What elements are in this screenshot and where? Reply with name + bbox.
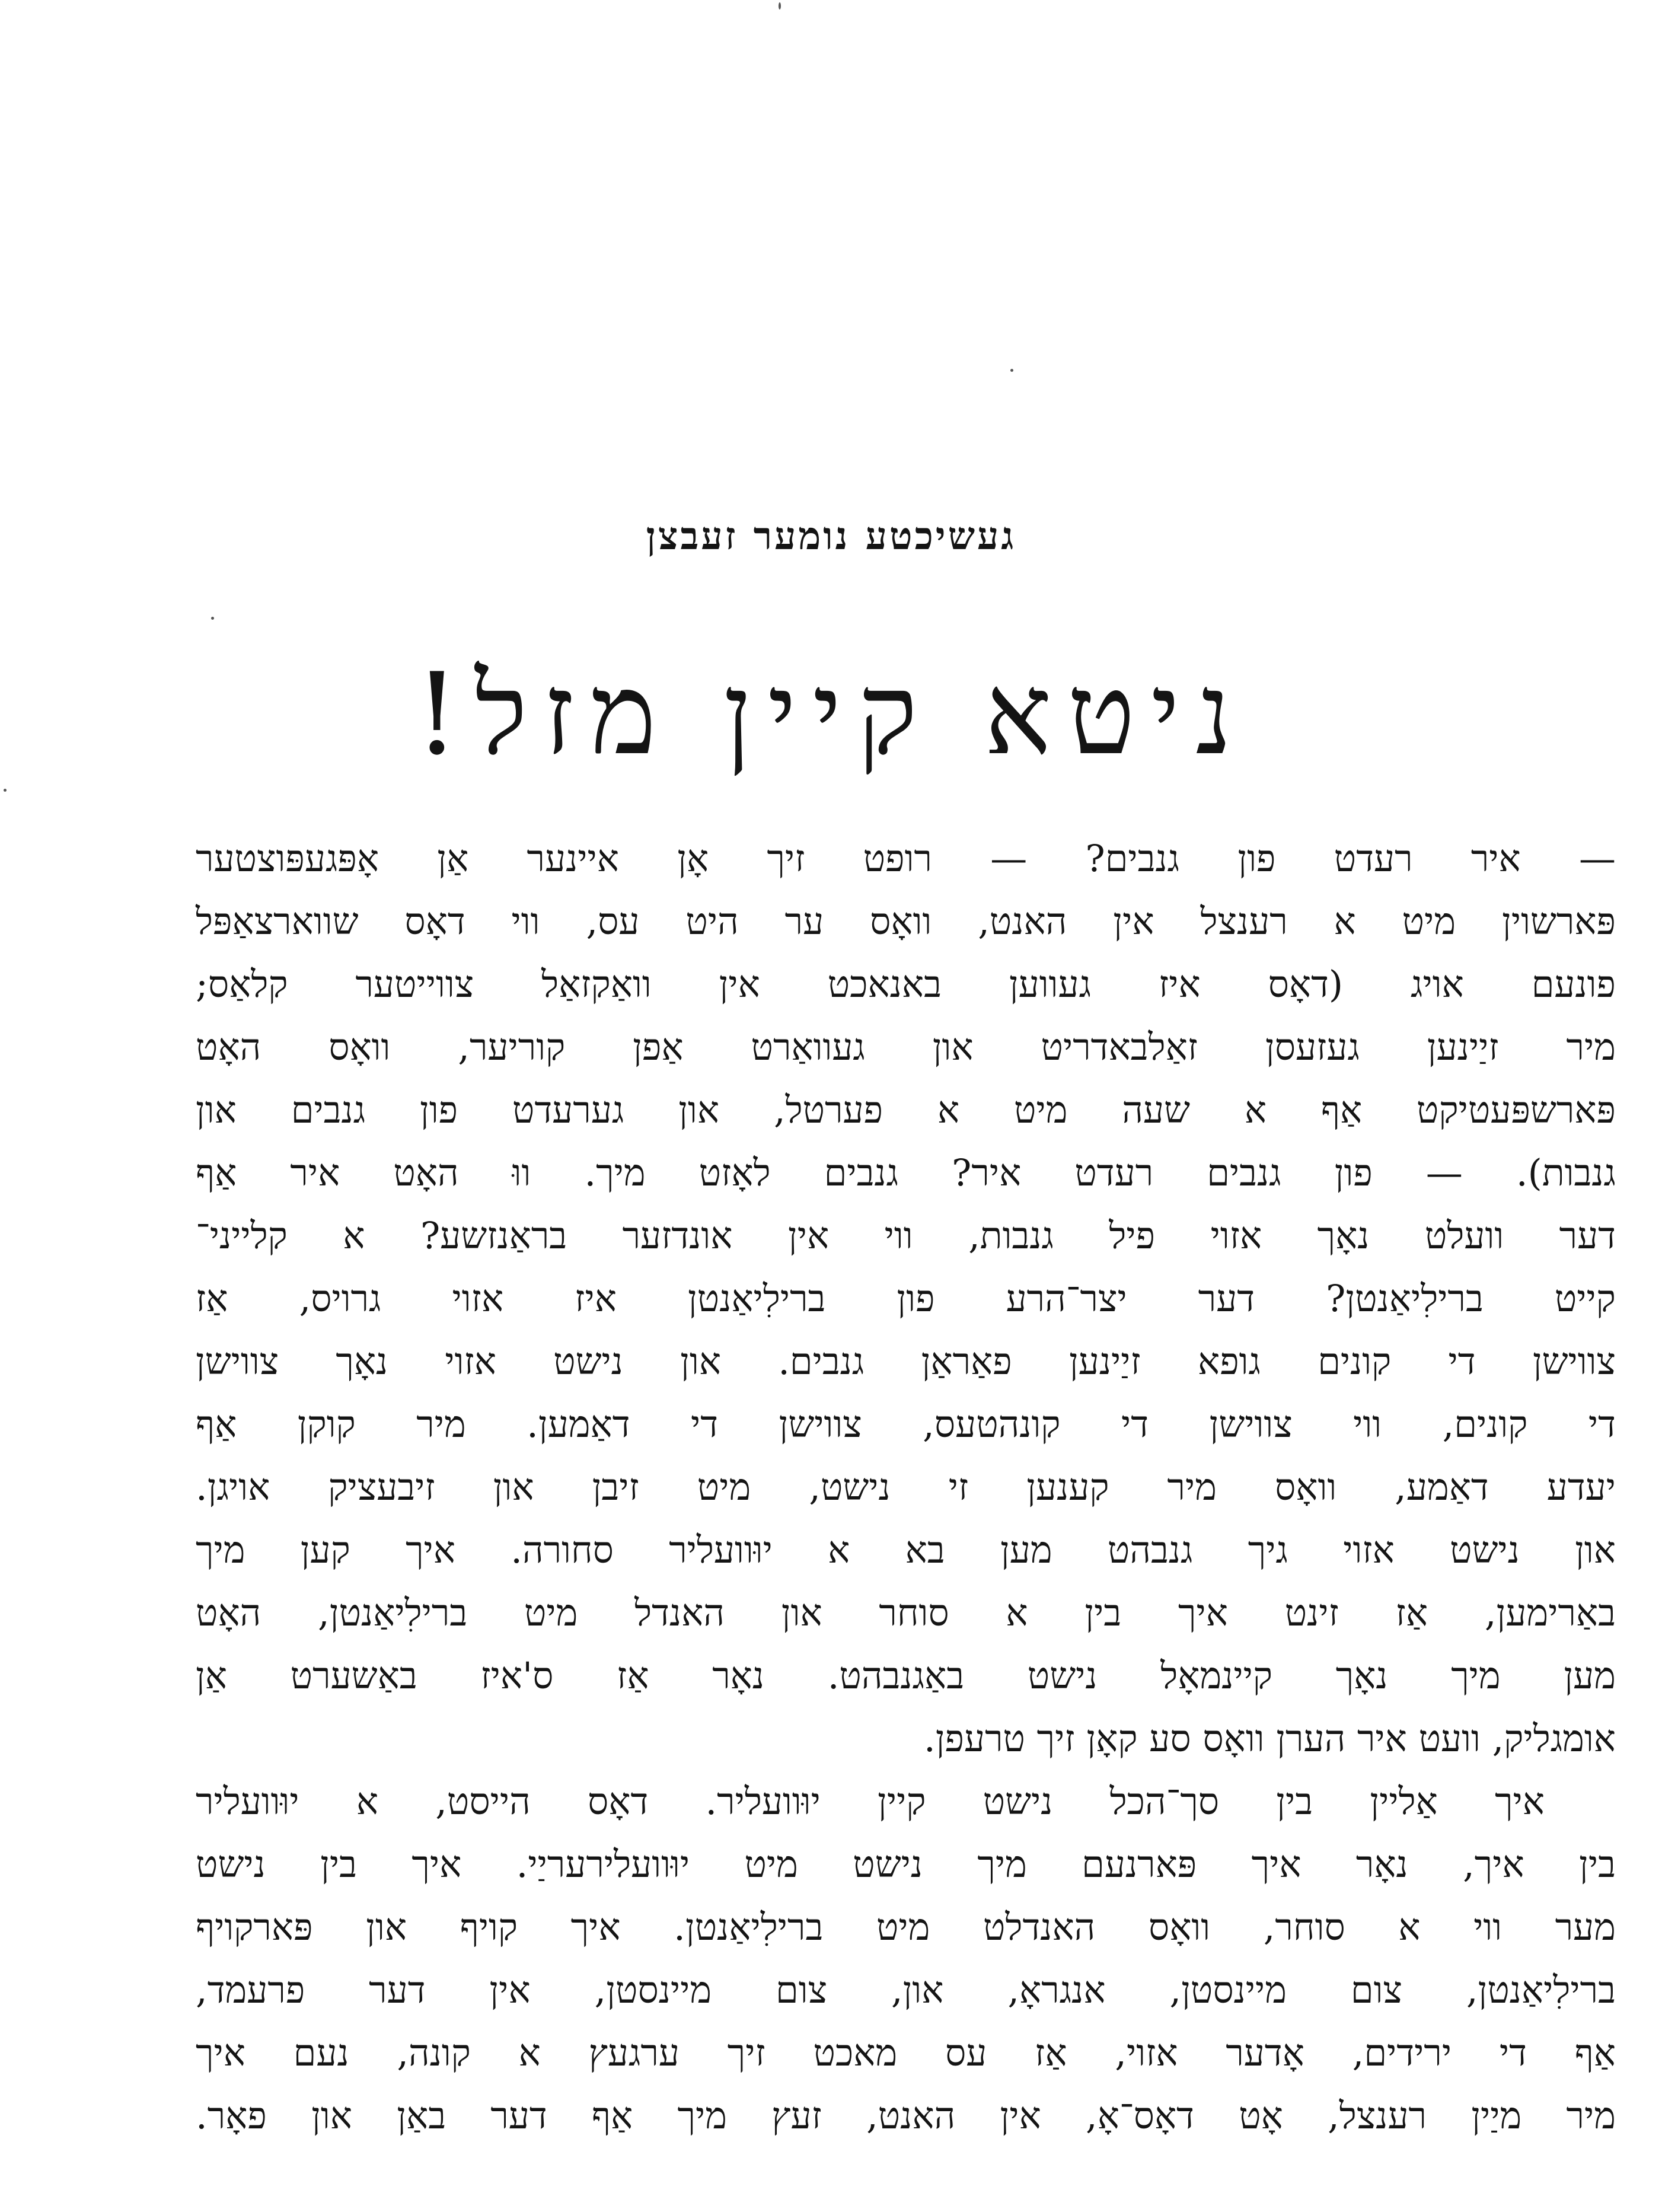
text-line: גנבות). — פון גנבים רעדט איר? גנבים לאָזט מיך. ווּ האָט איר אַף [196,1151,1616,1194]
ink-speck [211,617,214,620]
text-line: איך אַליין בין סך־הכל נישט קיין יוּוועליר. דאָס הייסט, א יוּוועליר [196,1780,1545,1823]
text-line: פּארשפּעטיקט אַף א שעה מיט א פערטל, און גערעדט פון גנבים און [196,1088,1616,1132]
story-body [196,827,1616,2147]
text-line: די קונים, ווי צווישן די קונהטעס, צווישן די דאַמען. מיר קוקן אַף [196,1403,1616,1446]
text-line: — איר רעדט פון גנבים? — רופט זיך אָן איינער אַן אָפּגעפּוצטער [196,837,1616,880]
text-line: און נישט אזוי גיך גנבהט מען בא א יוּוועליר סחורה. איך קען מיך [196,1528,1616,1572]
text-line: מיר מיַין רענצל, אָט דאָס־אָ, אין האנט, זעץ מיך אַף דער באַן און פאָר. [196,2094,1616,2137]
paragraph-2 [196,1770,1616,2147]
text-line: דער וועלט נאָך אזוי פיל גנבות, ווי אין אונדזער בראַנזשע? א קלייני־ [196,1214,1616,1257]
text-line: פּארשוין מיט א רענצל אין האנט, וואָס ער היט עס, ווי דאָס שווארצאַפּל [196,900,1616,943]
ink-speck [779,2,781,9]
story-title: ניטא קיין מזל! [414,649,1248,780]
text-line: מען מיך נאָך קיינמאָל נישט באַגנבהט. נאָר אַז ס'איז באַשערט אַן [196,1654,1616,1697]
text-line: ברילִיאַנטן, צום מיינסטן, אנגראָ, און, צום מיינסטן, אין דער פרעמד, [196,1968,1616,2012]
ink-speck [4,789,7,792]
story-number-heading: געשיכטע נומער זעבצן [646,514,1016,559]
text-line: מיר זיַינען געזעסן זאַלבאדריט און געוואַרט אַפן קוריער, וואָס האָט [196,1025,1616,1069]
text-line: קייט ברילִיאַנטן? דער יצר־הרע פון ברילִיאַנטן איז אזוי גרויס, אַז [196,1277,1616,1320]
text-line: אַף די ירידים, אָדער אזוי, אַז עס מאכט זיך ערגעץ א קונה, נעם איך [196,2031,1616,2074]
text-line: אומגליק, וועט איר הערן וואָס סע קאָן זיך טרעפן. [923,1717,1616,1760]
text-line: צווישן די קונים גופא זיַינען פאַראַן גנבים. און נישט אזוי נאָך צווישן [196,1340,1616,1383]
text-line: פונעם אויג (דאָס איז געווען באנאכט אין וואַקזאַל צווייטער קלאַס; [196,962,1616,1006]
paragraph-1 [196,827,1616,1770]
text-line: באַרימען, אַז זינט איך בין א סוחר און האנדל מיט ברילִיאַנטן, האָט [196,1591,1616,1634]
text-line: יעדע דאַמע, וואָס מיר קענען זי נישט, מיט זיבן און זיבעציק אויגן. [196,1465,1616,1509]
ink-speck [1010,369,1013,372]
text-line: בין איך, נאָר איך פּארנעם מיך נישט מיט יוּוועלירעריַי. איך בין נישט [196,1843,1616,1886]
text-line: מער ווי א סוחר, וואָס האנדלט מיט ברילִיאַנטן. איך קויף און פּארקויף [196,1905,1616,1949]
